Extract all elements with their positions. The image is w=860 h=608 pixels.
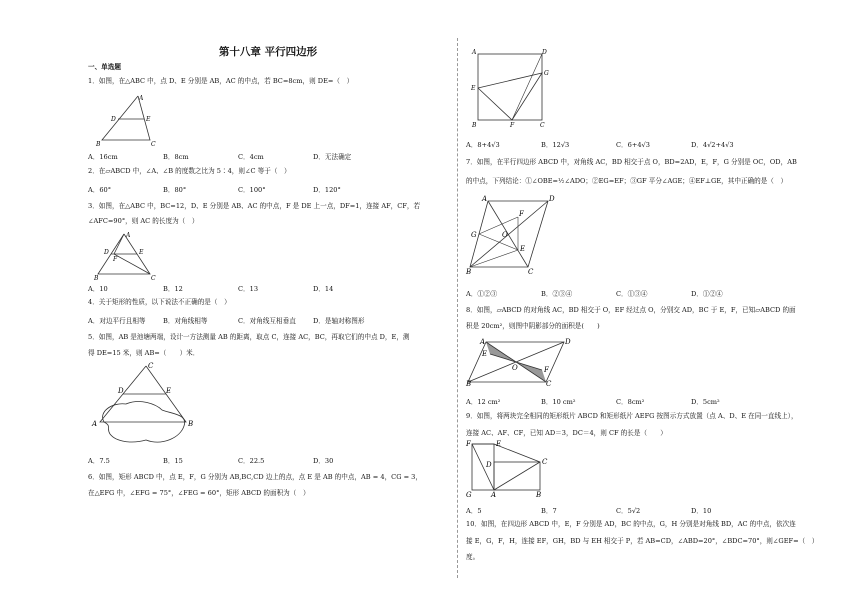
q8-option: D．5cm² [691, 398, 720, 406]
fig8-label: C [546, 380, 552, 388]
fig5-label: B [188, 420, 194, 428]
q5-figure [90, 362, 200, 450]
q5-stem-line2: 得 DE=15 米，则 AB=（ ）米． [88, 349, 200, 357]
q5-option: B．15 [163, 457, 183, 465]
q8-option: C．8cm² [616, 398, 645, 406]
fig7-label: F [519, 210, 524, 218]
fig5-label: A [92, 420, 98, 428]
q9-stem-line2: 连接 AC、AF、CF，已知 AD＝3，DC＝4，则 CF 的长是（ ） [466, 429, 667, 437]
fig8-label: F [544, 366, 549, 374]
q1-option: D．无法确定 [313, 153, 352, 161]
q3-stem-line1: 3．如图，在△ABC 中，BC=12，D、E 分别是 AB、AC 的中点，F 是 DE 上一点，DF=1，连接 AF，CF，若 [88, 202, 421, 210]
fig5-label: C [148, 362, 154, 370]
q6-option: D．4√2+4√3 [691, 141, 734, 149]
q9-option: B．7 [541, 507, 557, 515]
q1-option: C．4cm [238, 153, 264, 161]
q6-option: C．6+4√3 [616, 141, 650, 149]
q10-stem-line3: 度。 [466, 553, 480, 561]
fig5-label: D [118, 387, 124, 395]
fig7-label: E [520, 245, 526, 253]
q7-option: A．①②③ [466, 290, 498, 298]
fig9-label: B [536, 491, 542, 499]
fig9-label: C [542, 458, 548, 466]
q6-option: B．12√3 [541, 141, 570, 149]
fig1-label: B [96, 141, 101, 148]
q6-stem-line2: 在△EFG 中，∠EFG = 75°，∠FEG = 60°，矩形 ABCD 的面积为（ ） [88, 489, 310, 497]
fig8-label: O [512, 364, 518, 372]
q6-stem-line1: 6．如图，矩形 ABCD 中，点 E，F，G 分别为 AB,BC,CD 边上的点，点 E 是 AB 的中点，AB = 4，CG = 3， [88, 473, 422, 481]
fig5-label: E [166, 387, 172, 395]
fig8-label: B [466, 380, 472, 388]
q8-stem-line2: 积是 20cm²，则图中阴影部分的面积是( ) [466, 322, 600, 330]
q3-stem-line2: ∠AFC=90°，则 AC 的长度为（ ） [88, 217, 199, 225]
q9-option: D．10 [691, 507, 712, 515]
section-heading: 一、单选题 [88, 63, 121, 71]
fig7-label: D [549, 195, 555, 203]
q6-figure [470, 48, 550, 128]
q3-option: B．12 [163, 285, 183, 293]
q3-option: D．14 [313, 285, 334, 293]
fig8-label: E [482, 350, 488, 358]
q5-option: A．7.5 [88, 457, 110, 465]
q5-stem-line1: 5．如图，AB 是池塘两端，设计一方法测量 AB 的距离，取点 C，连接 AC，BC，再取它们的中点 D，E，测 [88, 333, 410, 341]
fig6-label: D [542, 49, 547, 56]
fig7-label: A [482, 195, 488, 203]
q10-stem-line2: 接 E，G，F，H，连接 EF，GH，BD 与 EH 相交于 P，若 AB=CD，∠ABD=20°，∠BDC=70°，则∠GEF=（ ） [466, 537, 819, 545]
q4-option: B．对角线相等 [163, 317, 208, 325]
q1-stem: 1．如图，在△ABC 中，点 D、E 分别是 AB，AC 的中点，若 BC=8cm，则 DE=（ ） [88, 77, 354, 85]
q5-option: D．30 [313, 457, 334, 465]
q7-option: B．②③④ [541, 290, 573, 298]
q8-stem-line1: 8．如图，▱ABCD 的对角线 AC，BD 相交于 O，EF 经过点 O，分别交 AD，BC 于 E，F，已知▱ABCD 的面 [466, 306, 796, 314]
column-divider [457, 38, 458, 578]
q7-option: C．①③④ [616, 290, 648, 298]
fig7-label: G [471, 231, 477, 239]
fig9-label: G [466, 491, 472, 499]
fig6-label: C [540, 122, 545, 129]
fig7-label: B [466, 268, 472, 276]
fig9-label: A [491, 491, 497, 499]
q2-stem: 2．在▱ABCD 中，∠A、∠B 的度数之比为 5∶4，则∠C 等于（ ） [88, 167, 291, 175]
q9-option: A．5 [466, 507, 482, 515]
q9-stem-line1: 9．如图，将两块完全相同的矩形纸片 ABCD 和矩形纸片 AEFG 按图示方式放置（点 A、D、E 在同一直线上）， [466, 412, 798, 420]
fig6-label: E [471, 85, 476, 92]
q3-figure [94, 232, 156, 280]
q2-option: B．80° [163, 186, 187, 194]
fig3-label: D [104, 249, 109, 256]
q7-stem-line1: 7．如图，在平行四边形 ABCD 中，对角线 AC，BD 相交于点 O，BD=2AD，E，F，G 分别是 OC，OD，AB [466, 158, 797, 166]
q9-figure [466, 440, 550, 498]
fig9-label: F [466, 440, 471, 448]
fig6-label: B [472, 122, 477, 129]
fig1-label: E [146, 116, 151, 123]
fig1-label: D [111, 116, 116, 123]
fig9-label: D [486, 461, 492, 469]
fig6-label: F [510, 122, 515, 129]
fig3-label: C [151, 275, 156, 282]
fig3-label: E [139, 249, 144, 256]
q8-option: A．12 cm² [466, 398, 501, 406]
q10-stem-line1: 10．如图，在四边形 ABCD 中，E，F 分别是 AD，BC 的中点，G，H 分别是对角线 BD，AC 的中点，依次连 [466, 520, 796, 528]
fig1-label: C [151, 141, 156, 148]
fig6-label: A [472, 49, 477, 56]
q4-option: A．对边平行且相等 [88, 317, 146, 325]
q1-option: A．16cm [88, 153, 118, 161]
fig7-label: O [502, 231, 508, 239]
fig7-label: C [528, 268, 534, 276]
fig3-label: B [94, 275, 99, 282]
q2-option: D．120° [313, 186, 341, 194]
q2-option: A．60° [88, 186, 112, 194]
q4-option: C．对角线互相垂直 [238, 317, 296, 325]
q7-stem-line2: 的中点，下列结论：①∠OBE=½∠ADO；②EG=EF；③GF 平分∠AGE；④EF⊥GE，其中正确的是（ ） [466, 177, 788, 185]
q1-figure [96, 94, 156, 146]
q2-option: C．100° [238, 186, 266, 194]
q7-option: D．①②④ [691, 290, 723, 298]
q8-option: B．10 cm² [541, 398, 576, 406]
fig8-label: A [480, 338, 486, 346]
fig3-label: A [126, 232, 131, 239]
q3-option: C．13 [238, 285, 259, 293]
page-title: 第十八章 平行四边形 [218, 46, 318, 58]
q4-stem: 4．关于矩形的性质，以下说法不正确的是（ ） [88, 298, 231, 306]
q9-option: C．5√2 [616, 507, 641, 515]
q3-option: A．10 [88, 285, 108, 293]
fig9-label: E [496, 440, 502, 448]
q8-figure [466, 336, 572, 386]
q1-option: B．8cm [163, 153, 189, 161]
fig8-label: D [565, 338, 571, 346]
q6-option: A．8+4√3 [466, 141, 500, 149]
q4-option: D．是轴对称图形 [313, 317, 365, 325]
fig1-label: A [139, 95, 144, 102]
fig3-label: F [113, 256, 118, 263]
q5-option: C．22.5 [238, 457, 265, 465]
q7-figure [466, 195, 558, 275]
fig6-label: G [544, 70, 549, 77]
